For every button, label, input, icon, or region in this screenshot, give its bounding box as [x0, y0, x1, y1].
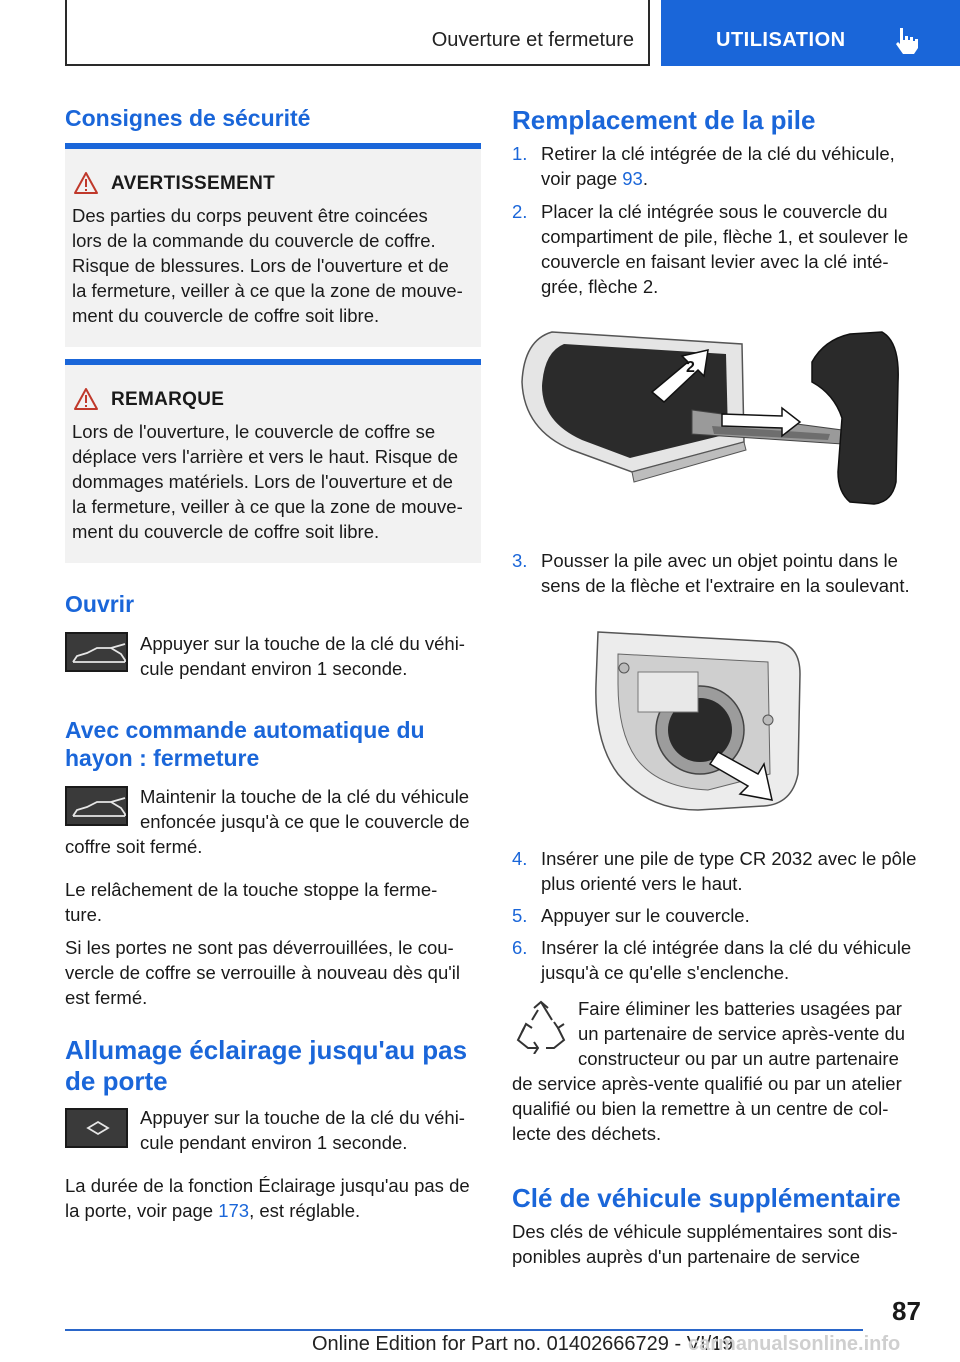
- open-heading: Ouvrir: [65, 591, 135, 617]
- duration-text: La durée de la fonction Éclairage jusqu'au pas de la porte, voir page 173, est réglable.: [65, 1175, 470, 1221]
- notice-title: REMARQUE: [111, 389, 225, 410]
- battery-compartment-figure: [588, 624, 818, 824]
- step-6-number: 6.: [512, 937, 528, 958]
- recycle-text-a: Faire éliminer les batteries usagées par un partenaire de service après-vente du constructeur ou par un autre partenaire: [578, 998, 906, 1069]
- header-chapter-tab: [661, 0, 960, 66]
- step-5-number: 5.: [512, 905, 528, 926]
- recycling-icon: [514, 998, 568, 1054]
- warning-title: AVERTISSEMENT: [111, 173, 276, 194]
- warning-triangle-icon: [73, 171, 99, 195]
- lighting-key-button-icon: [65, 1108, 128, 1148]
- step-3-number: 3.: [512, 550, 528, 571]
- notice-text: Lors de l'ouverture, le couvercle de coffre se déplace vers l'arrière et vers le haut. Risque de dommages matériels. Lors de l'ouverture et de la fermeture, veiller à ce que la zone de mouve- ment du couvercle de coffre soit libre.: [72, 421, 463, 542]
- arrow-2-label: 2: [686, 359, 695, 376]
- step-5-text: Appuyer sur le couvercle.: [541, 905, 750, 926]
- safety-heading: Consignes de sécurité: [65, 105, 311, 131]
- step-4-text: Insérer une pile de type CR 2032 avec le pôle plus orienté vers le haut.: [541, 848, 917, 894]
- step-3-text: Pousser la pile avec un objet pointu dans le sens de la flèche et l'extraire en la soulevant.: [541, 550, 910, 596]
- extra-key-text: Des clés de véhicule supplémentaires sont dis- ponibles auprès d'un partenaire de service: [512, 1221, 898, 1267]
- notice-triangle-icon: [73, 387, 99, 411]
- step-4-number: 4.: [512, 848, 528, 869]
- extra-key-heading: Clé de véhicule supplémentaire: [512, 1183, 901, 1213]
- page-173-link[interactable]: 173: [218, 1200, 250, 1221]
- auto-close-text-b: coffre soit fermé.: [65, 836, 203, 857]
- warning-box: [65, 143, 481, 347]
- step-1-number: 1.: [512, 143, 528, 164]
- watermark: carmanualsonline.info: [688, 1333, 901, 1355]
- header-section-title: Ouverture et fermeture: [431, 29, 634, 51]
- auto-close-text-a: Maintenir la touche de la clé du véhicule enfoncée jusqu'à ce que le couvercle de: [140, 786, 470, 832]
- warning-text: Des parties du corps peuvent être coincées lors de la commande du couvercle de coffre. Risque de blessures. Lors de l'ouverture et de la fermeture, veiller à ce que la zone de mouve- ment du couvercle de coffre soit libre.: [72, 205, 463, 326]
- doors-text: Si les portes ne sont pas déverrouillées, le cou- vercle de coffre se verrouille à nouveau dès qu'il est fermé.: [65, 937, 461, 1008]
- open-text: Appuyer sur la touche de la clé du véhi- cule pendant environ 1 seconde.: [140, 633, 465, 679]
- step-6-text: Insérer la clé intégrée dans la clé du véhicule jusqu'à ce qu'elle s'enclenche.: [541, 937, 912, 983]
- threshold-lighting-heading: Allumage éclairage jusqu'au pas de porte: [65, 1035, 468, 1096]
- page-93-link[interactable]: 93: [622, 168, 643, 189]
- step-2-number: 2.: [512, 201, 528, 222]
- lighting-text: Appuyer sur la touche de la clé du véhi- cule pendant environ 1 seconde.: [140, 1107, 465, 1153]
- battery-heading: Remplacement de la pile: [512, 105, 816, 135]
- header-chapter-title: UTILISATION: [716, 29, 846, 51]
- pointing-hand-icon: [894, 26, 920, 56]
- tailgate-close-key-button-icon: [65, 786, 128, 826]
- notice-box: [65, 359, 481, 563]
- header-section-tab: [65, 0, 650, 66]
- page-number: 87: [892, 1296, 921, 1326]
- key-battery-cover-figure: [512, 322, 926, 522]
- step-1-text: Retirer la clé intégrée de la clé du véhicule, voir page 93.: [541, 143, 895, 189]
- release-text: Le relâchement de la touche stoppe la ferme- ture.: [65, 879, 438, 925]
- recycle-text-b: de service après-vente qualifié ou par un atelier qualifié ou bien la remettre à un centre de col- lecte des déchets.: [512, 1073, 902, 1144]
- tailgate-key-button-icon: [65, 632, 128, 672]
- step-2-text: Placer la clé intégrée sous le couvercle du compartiment de pile, flèche 1, et soulever le couvercle en faisant levier avec la clé inté- grée, flèche 2.: [541, 201, 909, 297]
- auto-tailgate-heading: Avec commande automatique du hayon : fermeture: [65, 717, 425, 771]
- footer-divider: [65, 1329, 863, 1331]
- footer-edition: Online Edition for Part no. 01402666729 - VI/19: [312, 1333, 734, 1355]
